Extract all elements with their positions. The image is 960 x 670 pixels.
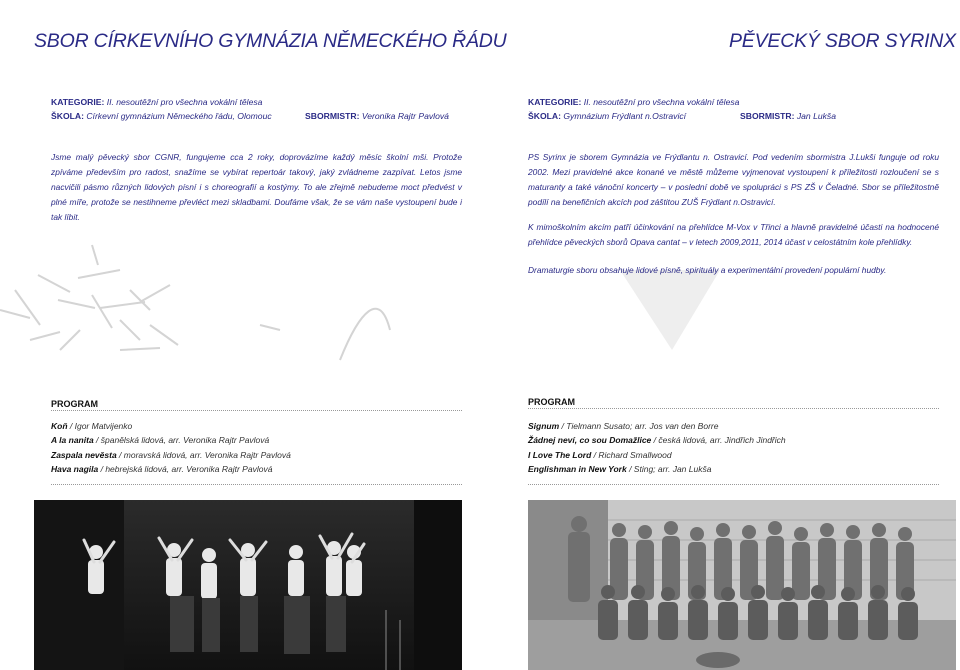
left-director-label: SBORMISTR: — [305, 111, 360, 121]
program-item: Hava nagila / hebrejská lidová, arr. Veronika Rajtr Pavlová — [51, 463, 273, 474]
program-item: Žádnej neví, co sou Domažlice / česká lidová, arr. Jindřich Jindřich — [528, 435, 786, 446]
decorative-lines — [0, 230, 960, 380]
left-school — [51, 111, 272, 121]
right-category-label: KATEGORIE: — [528, 97, 582, 107]
right-page-title: PĚVECKÝ SBOR SYRINX — [728, 30, 956, 52]
left-program-rule-top — [51, 410, 462, 411]
left-program-rule-bottom — [51, 484, 462, 485]
right-program-list — [528, 419, 786, 476]
left-category — [51, 97, 262, 107]
right-program-heading: PROGRAM — [528, 397, 575, 407]
left-choir-photo — [34, 500, 462, 670]
right-school-value: Gymnázium Frýdlant n.Ostravicí — [563, 111, 687, 121]
right-program-rule-bottom — [528, 484, 939, 485]
left-director — [305, 111, 449, 121]
right-director-value: Jan Lukša — [796, 111, 837, 121]
right-school — [528, 111, 686, 121]
right-director — [740, 111, 836, 121]
right-paragraph-2: K mimoškolním akcím patří účinkování na přehlídce M-Vox v Třinci a hlavně pravidelné účasti na hodnocené přehlídce pěveckých sborů Opava cantat – v letech 2009,2011, 2014 účast v celostátním kole přehlídky. — [528, 222, 939, 247]
right-category-value: II. nesoutěžní pro všechna vokální tělesa — [583, 97, 740, 107]
left-program-list — [51, 419, 291, 476]
program-item: I Love The Lord / Richard Smallwood — [528, 449, 672, 460]
left-category-value: II. nesoutěžní pro všechna vokální tělesa — [106, 97, 263, 107]
left-school-value: Církevní gymnázium Německého řádu, Olomouc — [86, 111, 272, 121]
left-program-heading: PROGRAM — [51, 399, 98, 409]
program-item: A la nanita / španělská lidová, arr. Veronika Rajtr Pavlová — [51, 435, 270, 446]
right-school-label: ŠKOLA: — [528, 111, 561, 121]
left-page-title: SBOR CÍRKEVNÍHO GYMNÁZIA NĚMECKÉHO ŘÁDU — [34, 30, 507, 52]
program-item: Englishman in New York / Sting; arr. Jan Lukša — [528, 463, 712, 474]
program-item: Koň / Igor Matvijenko — [51, 421, 133, 431]
left-category-label: KATEGORIE: — [51, 97, 105, 107]
right-paragraph-1: PS Syrinx je sborem Gymnázia ve Frýdlantu n. Ostravicí. Pod vedením sbormistra J.Lukši funguje od roku 2002. Mezi pravidelné akce konané ve městě můžeme vyjmenovat vystoupení k příležitosti rozloučení se s maturanty a také vánoční koncerty – v poslední době ve spolupráci s PS ZŠ v Čeladné. Sbor se příležitostně podílí na benefičních akcích pod záštitou ZUŠ Frýdlant n.Ostravicí. — [528, 152, 939, 207]
right-choir-photo — [528, 500, 956, 670]
left-description: Jsme malý pěvecký sbor CGNR, fungujeme cca 2 roky, doprovázíme každý měsíc školní mši. Protože zpíváme především pro radost, snažíme se vybírat repertoár takový, jaký zvládneme zazpívat. Letos jsme nacvičili pásmo různých lidových písní i s choreografií a kostýmy. To ale zřejmě nebudeme moct předvést v plné míře, protože se nestihneme převléct mezi skladbami. Doufáme však, že se vám naše vystoupení bude i tak líbit. — [51, 152, 462, 222]
left-school-label: ŠKOLA: — [51, 111, 84, 121]
right-program-rule-top — [528, 408, 939, 409]
right-paragraph-3: Dramaturgie sboru obsahuje lidové písně, spirituály a experimentální provedení populární hudby. — [528, 265, 887, 275]
left-director-value: Veronika Rajtr Pavlová — [361, 111, 449, 121]
right-category — [528, 97, 739, 107]
right-director-label: SBORMISTR: — [740, 111, 795, 121]
program-item: Zaspala nevěsta / moravská lidová, arr. Veronika Rajtr Pavlová — [51, 449, 291, 460]
program-item: Signum / Tielmann Susato; arr. Jos van den Borre — [528, 421, 719, 431]
